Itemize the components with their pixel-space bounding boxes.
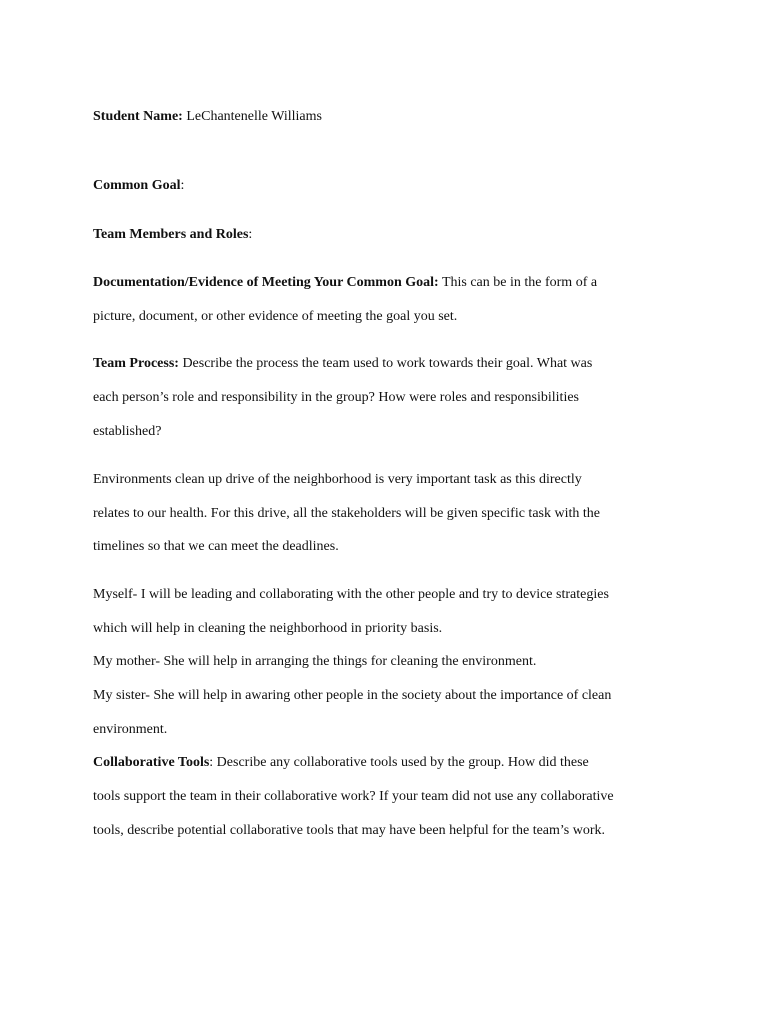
environment-paragraph-line-2: relates to our health. For this drive, all the stakeholders will be given specific task with the xyxy=(93,506,600,521)
common-goal-colon: : xyxy=(180,178,185,193)
team-members-colon: : xyxy=(248,227,253,242)
common-goal-label: Common Goal xyxy=(93,178,181,193)
documentation-text: This can be in the form of a xyxy=(438,275,598,290)
collaborative-tools-line-2: tools support the team in their collaborative work? If your team did not use any collaborative xyxy=(93,789,614,804)
team-members-heading xyxy=(93,225,252,245)
collaborative-tools-line-1 xyxy=(93,753,589,773)
student-name-line xyxy=(93,107,322,127)
team-process-line-1 xyxy=(93,354,592,374)
documentation-line-2: picture, document, or other evidence of meeting the goal you set. xyxy=(93,309,458,324)
documentation-line-1 xyxy=(93,273,597,293)
role-myself-line-1: Myself- I will be leading and collaborating with the other people and try to device strategies xyxy=(93,587,609,602)
documentation-label: Documentation/Evidence of Meeting Your Common Goal: xyxy=(93,275,439,290)
team-members-label: Team Members and Roles xyxy=(93,227,249,242)
collaborative-tools-label: Collaborative Tools xyxy=(93,755,210,770)
team-process-text: Describe the process the team used to work towards their goal. What was xyxy=(178,356,593,371)
student-name-value: LeChantenelle Williams xyxy=(182,109,322,124)
role-mother: My mother- She will help in arranging the things for cleaning the environment. xyxy=(93,654,537,669)
collaborative-tools-text: : Describe any collaborative tools used by the group. How did these xyxy=(209,755,589,770)
student-name-label: Student Name: xyxy=(93,109,183,124)
environment-paragraph-line-1: Environments clean up drive of the neighborhood is very important task as this directly xyxy=(93,472,582,487)
common-goal-heading xyxy=(93,176,184,196)
collaborative-tools-line-3: tools, describe potential collaborative tools that may have been helpful for the team’s work. xyxy=(93,823,606,838)
role-sister-line-2: environment. xyxy=(93,722,168,737)
team-process-line-3: established? xyxy=(93,424,162,439)
team-process-label: Team Process: xyxy=(93,356,179,371)
role-sister-line-1: My sister- She will help in awaring other people in the society about the importance of clean xyxy=(93,688,612,703)
environment-paragraph-line-3: timelines so that we can meet the deadlines. xyxy=(93,539,339,554)
role-myself-line-2: which will help in cleaning the neighborhood in priority basis. xyxy=(93,621,443,636)
team-process-line-2: each person’s role and responsibility in the group? How were roles and responsibilities xyxy=(93,390,579,405)
